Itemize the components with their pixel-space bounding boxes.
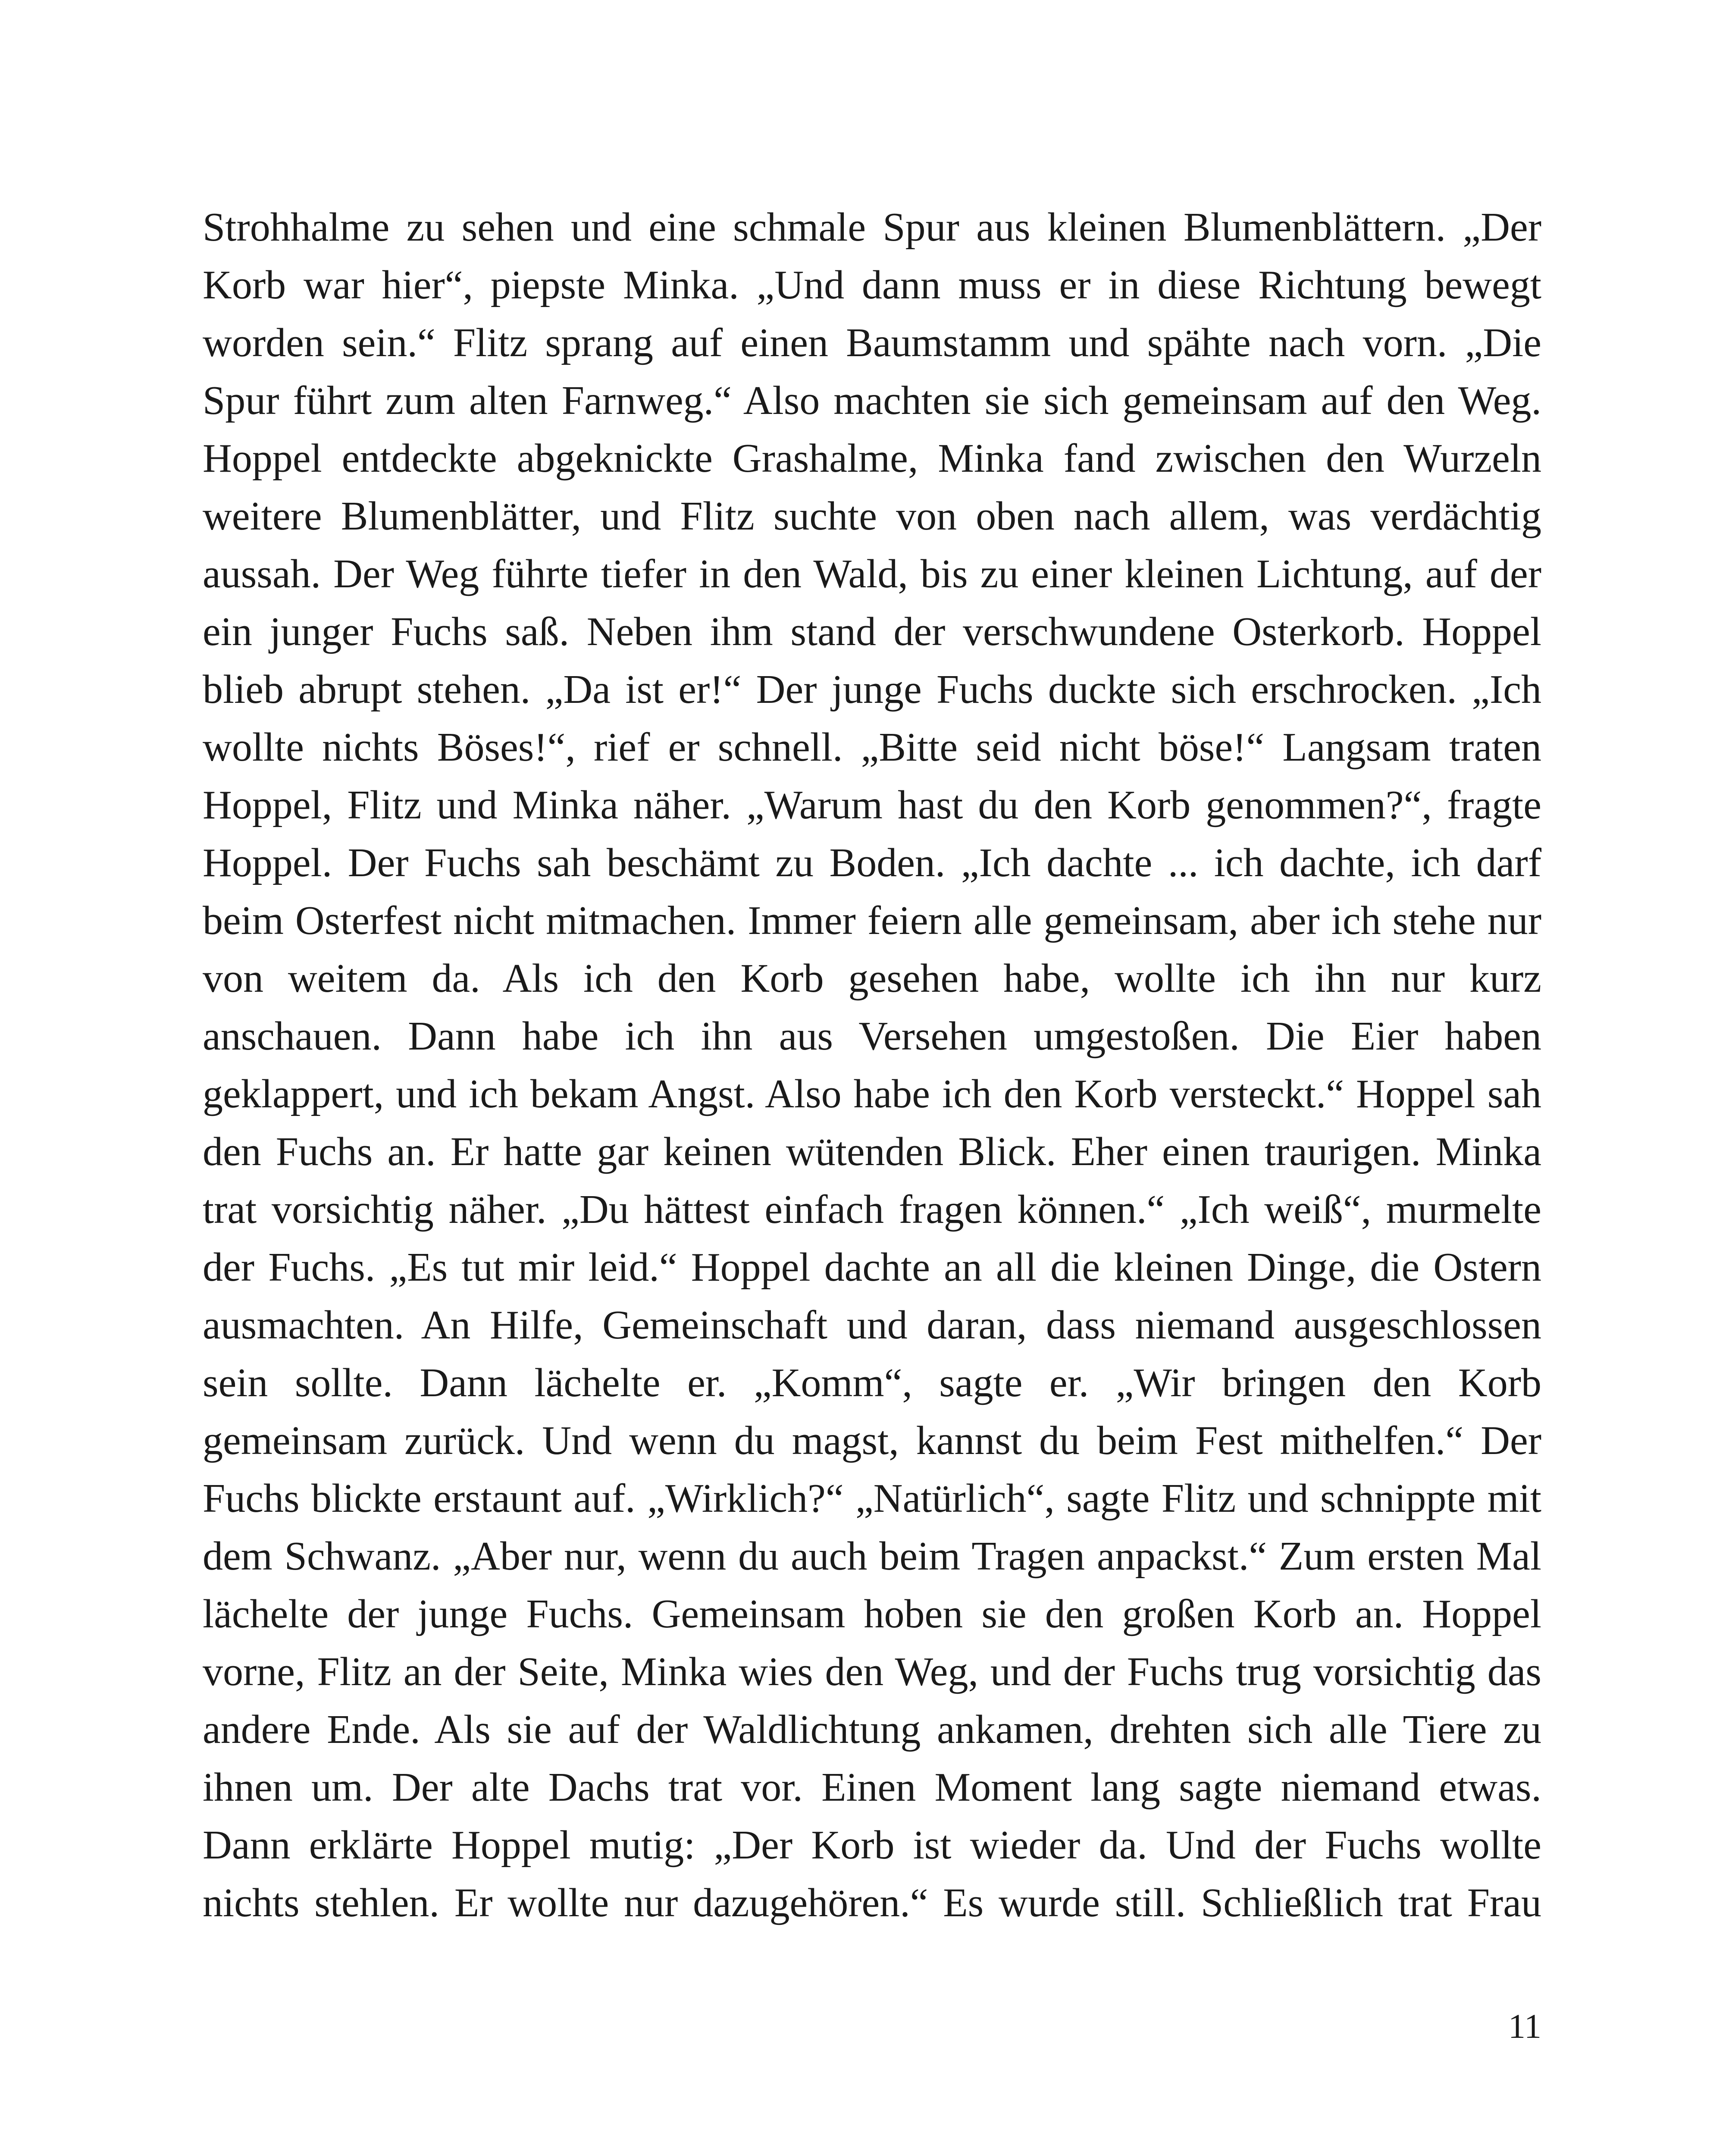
text-line: dem Schwanz. „Aber nur, wenn du auch beim Tragen anpackst.“ Zum ersten Mal	[203, 1534, 1541, 1579]
text-line: Korb war hier“, piepste Minka. „Und dann muss er in diese Richtung bewegt	[203, 263, 1541, 307]
text-line: den Fuchs an. Er hatte gar keinen wütenden Blick. Eher einen traurigen. Minka	[203, 1129, 1541, 1174]
text-line: Strohhalme zu sehen und eine schmale Spur aus kleinen Blumenblättern. „Der	[203, 205, 1541, 250]
text-line: ihnen um. Der alte Dachs trat vor. Einen Moment lang sagte niemand etwas.	[203, 1765, 1541, 1810]
text-line: wollte nichts Böses!“, rief er schnell. „Bitte seid nicht böse!“ Langsam traten	[203, 725, 1541, 770]
text-line: anschauen. Dann habe ich ihn aus Versehen umgestoßen. Die Eier haben	[203, 1014, 1541, 1059]
body-text	[203, 198, 1541, 1932]
text-line: aussah. Der Weg führte tiefer in den Wald, bis zu einer kleinen Lichtung, auf der	[203, 552, 1541, 596]
text-line: nichts stehlen. Er wollte nur dazugehören.“ Es wurde still. Schließlich trat Frau	[203, 1880, 1541, 1925]
text-line: Fuchs blickte erstaunt auf. „Wirklich?“ „Natürlich“, sagte Flitz und schnippte mit	[203, 1476, 1541, 1521]
text-line: sein sollte. Dann lächelte er. „Komm“, sagte er. „Wir bringen den Korb	[203, 1360, 1541, 1405]
text-line: vorne, Flitz an der Seite, Minka wies den Weg, und der Fuchs trug vorsichtig das	[203, 1649, 1541, 1694]
text-line: gemeinsam zurück. Und wenn du magst, kannst du beim Fest mithelfen.“ Der	[203, 1418, 1541, 1463]
text-line: von weitem da. Als ich den Korb gesehen habe, wollte ich ihn nur kurz	[203, 956, 1541, 1001]
page-number: 11	[1508, 2008, 1541, 2046]
text-line: weitere Blumenblätter, und Flitz suchte von oben nach allem, was verdächtig	[203, 494, 1541, 539]
text-line: ausmachten. An Hilfe, Gemeinschaft und daran, dass niemand ausgeschlossen	[203, 1303, 1541, 1348]
text-line: Hoppel. Der Fuchs sah beschämt zu Boden. „Ich dachte ... ich dachte, ich darf	[203, 840, 1541, 885]
text-line: blieb abrupt stehen. „Da ist er!“ Der junge Fuchs duckte sich erschrocken. „Ich	[203, 667, 1541, 712]
text-line: lächelte der junge Fuchs. Gemeinsam hoben sie den großen Korb an. Hoppel	[203, 1592, 1541, 1636]
text-line: geklappert, und ich bekam Angst. Also habe ich den Korb versteckt.“ Hoppel sah	[203, 1072, 1541, 1116]
text-line: worden sein.“ Flitz sprang auf einen Baumstamm und spähte nach vorn. „Die	[203, 320, 1541, 365]
text-line: Dann erklärte Hoppel mutig: „Der Korb ist wieder da. Und der Fuchs wollte	[203, 1823, 1541, 1868]
text-line: trat vorsichtig näher. „Du hättest einfach fragen können.“ „Ich weiß“, murmelte	[203, 1187, 1541, 1232]
text-line: ein junger Fuchs saß. Neben ihm stand der verschwundene Osterkorb. Hoppel	[203, 609, 1541, 654]
text-line: Spur führt zum alten Farnweg.“ Also machten sie sich gemeinsam auf den Weg.	[203, 378, 1541, 423]
text-line: Hoppel entdeckte abgeknickte Grashalme, Minka fand zwischen den Wurzeln	[203, 436, 1541, 481]
text-line: beim Osterfest nicht mitmachen. Immer feiern alle gemeinsam, aber ich stehe nur	[203, 898, 1541, 943]
text-line: andere Ende. Als sie auf der Waldlichtung ankamen, drehten sich alle Tiere zu	[203, 1707, 1541, 1752]
text-line: der Fuchs. „Es tut mir leid.“ Hoppel dachte an all die kleinen Dinge, die Ostern	[203, 1245, 1541, 1290]
text-line: Hoppel, Flitz und Minka näher. „Warum hast du den Korb genommen?“, fragte	[203, 783, 1541, 827]
